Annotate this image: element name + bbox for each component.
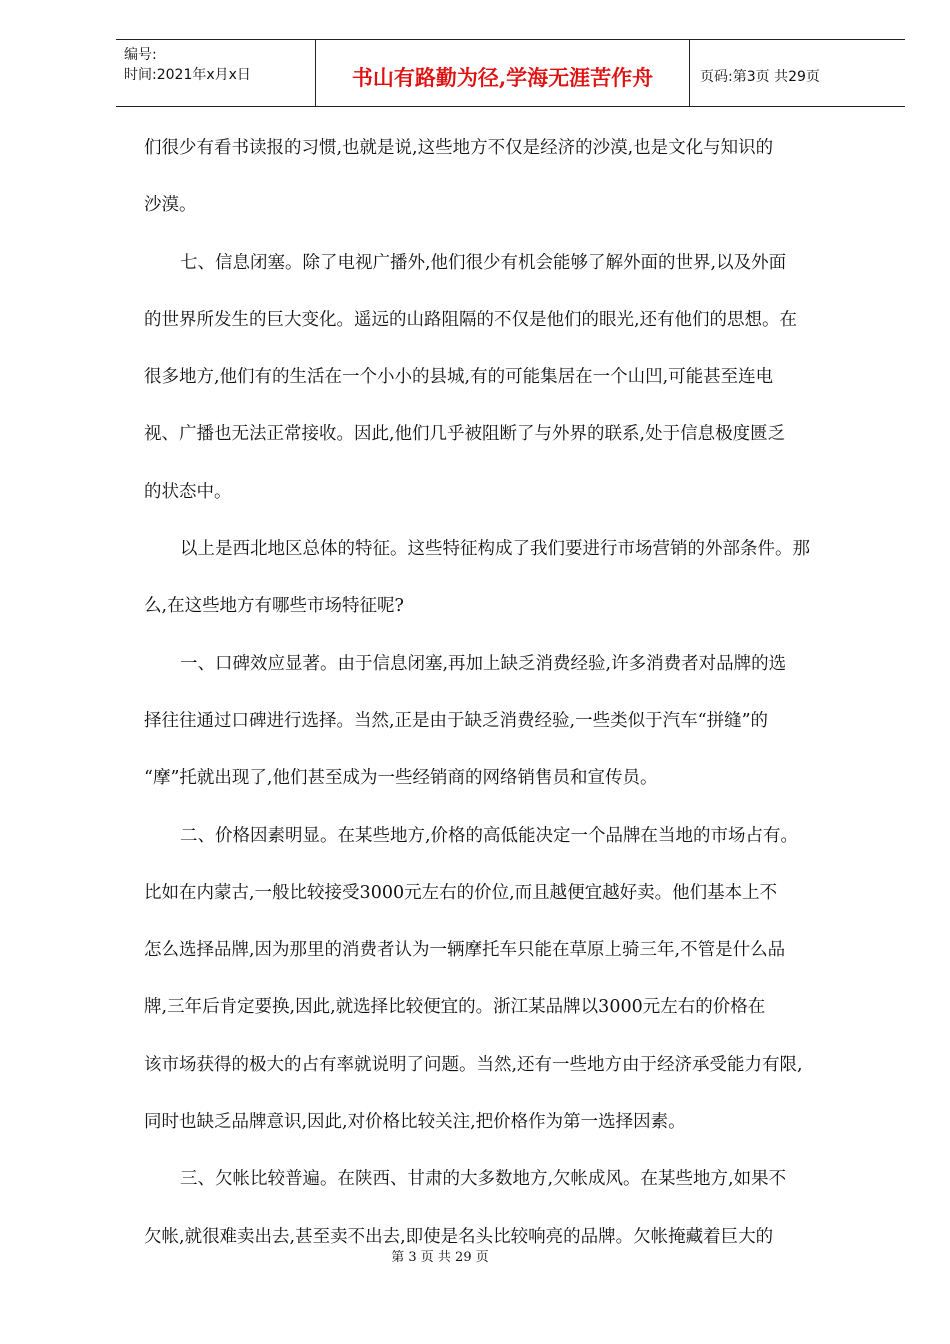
text-line: 二、价格因素明显。在某些地方,价格的高低能决定一个品牌在当地的市场占有。 [180, 825, 799, 846]
text-line: 该市场获得的极大的占有率就说明了问题。当然,还有一些地方由于经济承受能力有限, [144, 1054, 803, 1075]
text-line: 一、口碑效应显著。由于信息闭塞,再加上缺乏消费经验,许多消费者对品牌的选 [180, 653, 787, 674]
doc-number-label: 编号: [124, 47, 157, 63]
text-line: 视、广播也无法正常接收。因此,他们几乎被阻断了与外界的联系,处于信息极度匮乏 [144, 424, 786, 445]
header-meta-cell [116, 40, 316, 106]
header-motto-cell [316, 40, 690, 106]
text-line: 怎么选择品牌,因为那里的消费者认为一辆摩托车只能在草原上骑三年,不管是什么品 [144, 940, 786, 961]
text-line: 三、欠帐比较普遍。在陕西、甘肃的大多数地方,欠帐成风。在某些地方,如果不 [180, 1169, 787, 1190]
doc-time-label: 时间:2021年x月x日 [124, 67, 251, 83]
text-line: 的状态中。 [144, 481, 232, 502]
text-line: 么,在这些地方有哪些市场特征呢? [144, 596, 404, 617]
text-line: 的世界所发生的巨大变化。遥远的山路阻隔的不仅是他们的眼光,还有他们的思想。在 [144, 309, 798, 330]
header-page-cell [690, 40, 905, 106]
text-line: “摩”托就出现了,他们甚至成为一些经销商的网络销售员和宣传员。 [144, 768, 658, 789]
text-line: 七、信息闭塞。除了电视广播外,他们很少有机会能够了解外面的世界,以及外面 [180, 252, 787, 273]
text-line: 很多地方,他们有的生活在一个小小的县城,有的可能集居在一个山凹,可能甚至连电 [144, 367, 774, 388]
footer-page-number: 第 3 页 共 29 页 [391, 1250, 489, 1265]
text-line: 以上是西北地区总体的特征。这些特征构成了我们要进行市场营销的外部条件。那 [180, 539, 810, 560]
page-header [116, 39, 905, 107]
text-line: 牌,三年后肯定要换,因此,就选择比较便宜的。浙江某品牌以3000元左右的价格在 [144, 997, 766, 1018]
body-text [144, 120, 884, 1266]
header-motto: 书山有路勤为径,学海无涯苦作舟 [351, 65, 654, 90]
text-line: 们很少有看书读报的习惯,也就是说,这些地方不仅是经济的沙漠,也是文化与知识的 [144, 138, 774, 158]
text-line: 沙漠。 [144, 195, 197, 216]
text-line: 择往往通过口碑进行选择。当然,正是由于缺乏消费经验,一些类似于汽车“拼缝”的 [144, 710, 769, 731]
header-page-number: 页码:第3页 共29页 [700, 69, 820, 85]
text-line: 同时也缺乏品牌意识,因此,对价格比较关注,把价格作为第一选择因素。 [144, 1112, 686, 1133]
page-footer [0, 1246, 950, 1265]
text-line: 比如在内蒙古,一般比较接受3000元左右的价位,而且越便宜越好卖。他们基本上不 [144, 882, 778, 903]
text-line: 欠帐,就很难卖出去,甚至卖不出去,即使是名头比较响亮的品牌。欠帐掩藏着巨大的 [144, 1226, 774, 1247]
